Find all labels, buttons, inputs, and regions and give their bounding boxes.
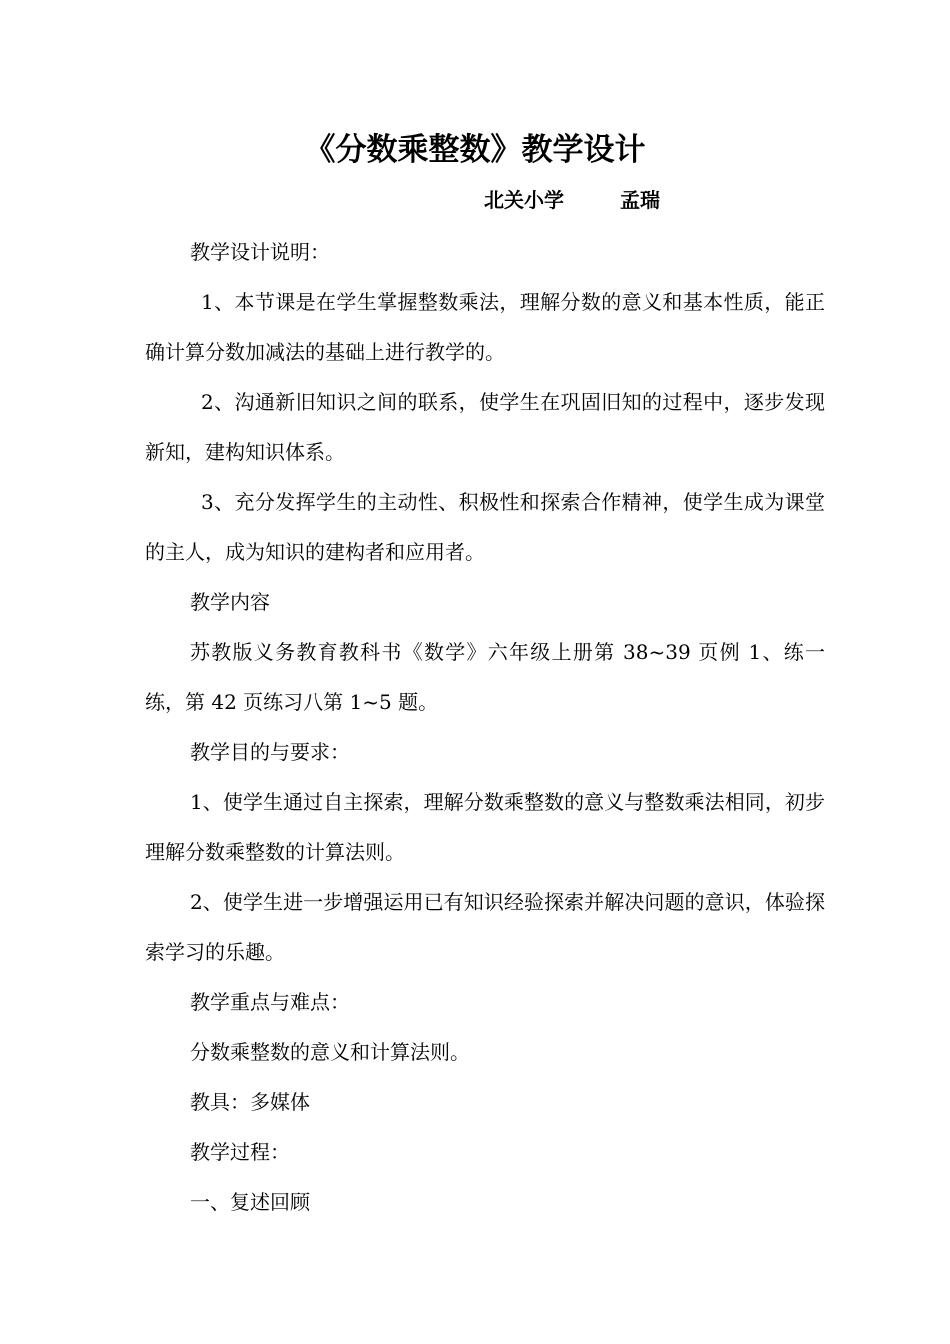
heading-key-points: 教学重点与难点： xyxy=(190,990,350,1014)
goal-2: 2、使学生进一步增强运用已有知识经验探索并解决问题的意识，体验探索学习的乐趣。 xyxy=(145,890,825,964)
author-name: 孟瑞 xyxy=(620,188,660,212)
document-body xyxy=(145,227,825,1227)
design-note-2: 2、沟通新旧知识之间的联系，使学生在巩固旧知的过程中，逐步发现新知，建构知识体系。 xyxy=(145,390,825,464)
heading-design-notes: 教学设计说明： xyxy=(190,240,330,264)
design-note-1: 1、本节课是在学生掌握整数乘法，理解分数的意义和基本性质，能正确计算分数加减法的基础上进行教学的。 xyxy=(145,290,825,364)
heading-process: 教学过程： xyxy=(190,1140,290,1164)
process-step-1: 一、复述回顾 xyxy=(190,1190,310,1214)
author-line xyxy=(484,185,660,215)
goal-1: 1、使学生通过自主探索，理解分数乘整数的意义与整数乘法相同，初步理解分数乘整数的计算法则。 xyxy=(145,790,825,864)
heading-content: 教学内容 xyxy=(190,590,270,614)
school-name: 北关小学 xyxy=(484,188,564,212)
teaching-aids: 教具：多媒体 xyxy=(190,1090,310,1114)
document-title: 《分数乘整数》教学设计 xyxy=(304,132,646,168)
heading-goals: 教学目的与要求： xyxy=(190,740,350,764)
content-text: 苏教版义务教育教科书《数学》六年级上册第 38~39 页例 1、练一练，第 42 页练习八第 1~5 题。 xyxy=(145,640,825,714)
key-points-text: 分数乘整数的意义和计算法则。 xyxy=(190,1040,470,1064)
design-note-3: 3、充分发挥学生的主动性、积极性和探索合作精神，使学生成为课堂的主人，成为知识的建构者和应用者。 xyxy=(145,490,825,564)
